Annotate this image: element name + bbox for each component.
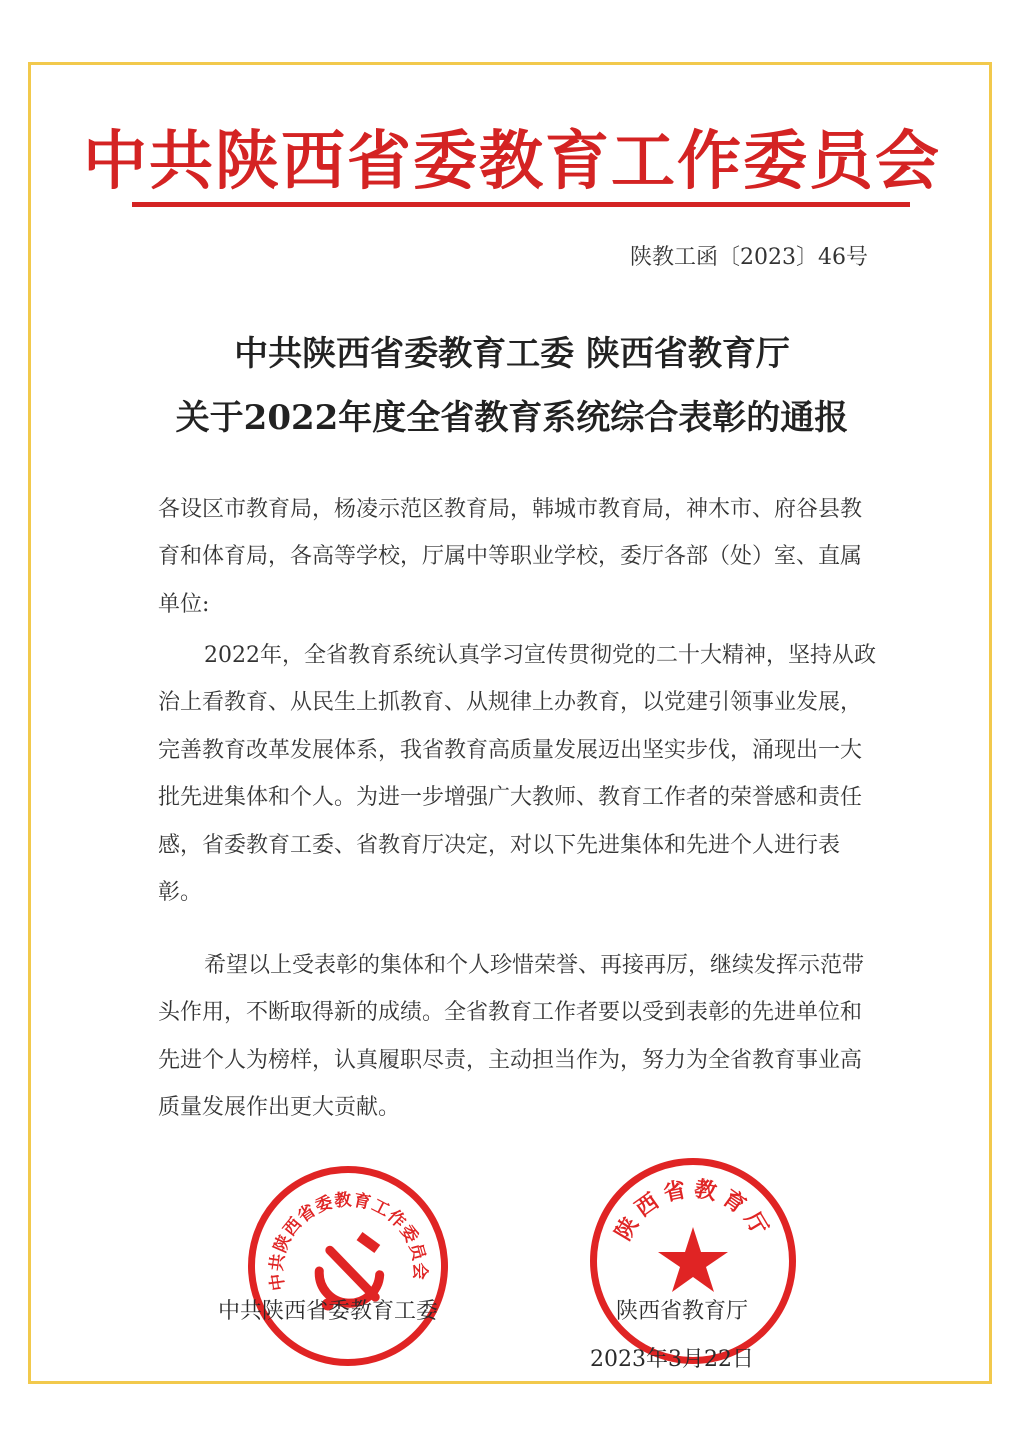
body-paragraph-1: 2022年，全省教育系统认真学习宣传贯彻党的二十大精神，坚持从政治上看教育、从民生上抓教育、从规律上办教育，以党建引领事业发展，完善教育改革发展体系，我省教育高质量发展迈出坚实步伐，涌现出一大批先进集体和个人。为进一步增强广大教师、教育工作者的荣誉感和责任感，省委教育工委、省教育厅决定，对以下先进集体和先进个人进行表彰。 [158,643,876,906]
masthead-title: 中共陕西省委教育工作委员会 [83,124,941,199]
star-icon [658,1227,728,1292]
education-department-seal [590,1158,796,1364]
svg-text:中共陕西省委教育工作委员会: 中共陕西省委教育工作委员会 [266,1190,430,1292]
document-title-line2: 关于2022年度全省教育系统综合表彰的通报 [175,398,849,438]
body-paragraph-2: 希望以上受表彰的集体和个人珍惜荣誉、再接再厉，继续发挥示范带头作用，不断取得新的成绩。全省教育工作者要以受到表彰的先进单位和先进个人为榜样，认真履职尽责，主动担当作为，努力为全省教育事业高质量发展作出更大贡献。 [158,953,865,1121]
issue-date: 2023年3月22日 [590,1347,754,1372]
masthead-divider [132,202,910,207]
document-number: 陕教工函〔2023〕46号 [630,245,868,270]
document-title-line1: 中共陕西省委教育工委 陕西省教育厅 [234,334,790,374]
recipients-paragraph: 各设区市教育局，杨凌示范区教育局，韩城市教育局，神木市、府谷县教育和体育局，各高等学校，厅属中等职业学校，委厅各部（处）室、直属单位: [158,497,863,617]
issuer-signature-1: 中共陕西省委教育工委 [218,1299,439,1324]
party-committee-seal [241,1159,454,1372]
svg-text:陕西省教育厅: 陕西省教育厅 [610,1175,776,1245]
issuer-signature-2: 陕西省教育厅 [616,1299,749,1324]
